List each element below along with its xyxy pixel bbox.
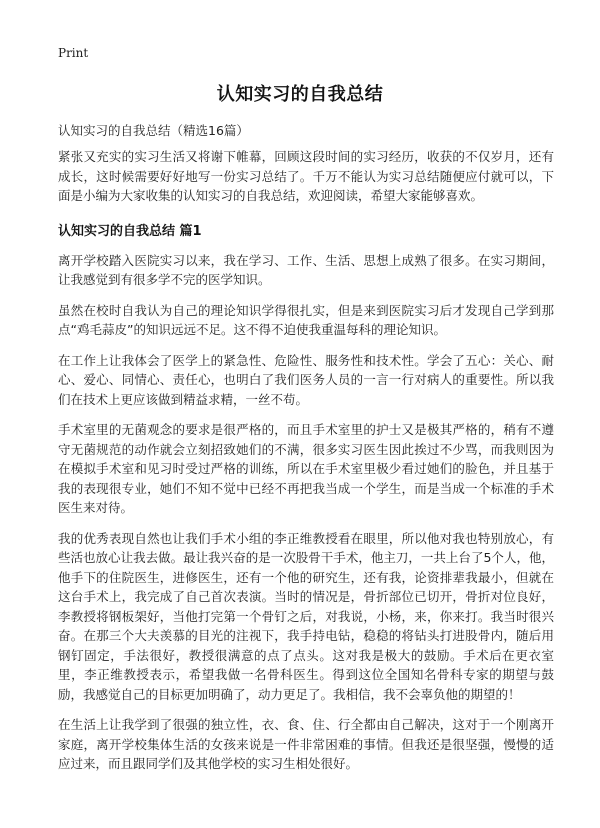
page-title: 认知实习的自我总结	[216, 84, 384, 105]
body-paragraph: 离开学校踏入医院实习以来，我在学习、工作、生活、思想上成熟了很多。在实习期间，让我感觉到有很多学不完的医学知识。	[58, 252, 554, 287]
body-paragraph: 我的优秀表现自然也让我们手术小组的李正维教授看在眼里，所以他对我也特别放心，有些活也放心让我去做。最让我兴奋的是一次股骨干手术，他主刀，一共上台了5个人，他，他手下的住院医生，进修医生，还有一个他的研究生，还有我，论资排辈我最小，但就在这台手术上，我完成了自己首次表演。当时的情况是，骨折部位已切开，骨折对位良好，李教授将钢板架好，当他打完第一个骨钉之后，对我说，小杨，来，你来打。我当时很兴奋。在那三个大夫羡慕的目光的注视下，我手持电钻，稳稳的将钻头打进股骨内，随后用钢钉固定，手法很好，教授很满意的点了点头。这对我是极大的鼓励。手术后在更衣室里，李正维教授表示，希望我做一名骨科医生。得到这位全国知名骨科专家的期望与鼓励，我感觉自己的目标更加明确了，动力更足了。我相信，我不会辜负他的期望的！	[58, 530, 554, 702]
body-paragraph: 虽然在校时自我认为自己的理论知识学得很扎实，但是来到医院实习后才发现自己学到那点“鸡毛蒜皮”的知识远远不足。这不得不迫使我重温每科的理论知识。	[58, 302, 554, 337]
section-heading: 认知实习的自我总结 篇1	[58, 223, 202, 239]
body-paragraph: 在工作上让我体会了医学上的紧急性、危险性、服务性和技术性。学会了五心：关心、耐心、爱心、同情心、责任心，也明白了我们医务人员的一言一行对病人的重要性。所以我们在技术上更应该做到精益求精，一丝不苟。	[58, 352, 554, 407]
print-link[interactable]: Print	[58, 46, 89, 60]
document-subtitle: 认知实习的自我总结（精选16篇）	[58, 123, 249, 138]
body-paragraph: 在生活上让我学到了很强的独立性，衣、食、住、行全都由自己解决，这对于一个刚离开家庭，离开学校集体生活的女孩来说是一件非常困难的事情。但我还是很坚强，慢慢的适应过来，而且跟同学们及其他学校的实习生相处很好。	[58, 717, 554, 771]
intro-paragraph: 紧张又充实的实习生活又将谢下帷幕，回顾这段时间的实习经历，收获的不仅岁月，还有成长，这时候需要好好地写一份实习总结了。千万不能认为实习总结随便应付就可以，下面是小编为大家收集的认知实习的自我总结，欢迎阅读，希望大家能够喜欢。	[58, 149, 554, 203]
body-paragraph: 手术室里的无菌观念的要求是很严格的，而且手术室里的护士又是极其严格的，稍有不遵守无菌规范的动作就会立刻招致她们的不满，很多实习医生因此挨过不少骂，而我则因为在模拟手术室和见习时受过严格的训练，所以在手术室里极少看过她们的脸色，并且基于我的表现很专业，她们不知不觉中已经不再把我当成一个学生，而是当成一个标准的手术医生来对待。	[58, 422, 554, 515]
document-body	[58, 147, 554, 785]
